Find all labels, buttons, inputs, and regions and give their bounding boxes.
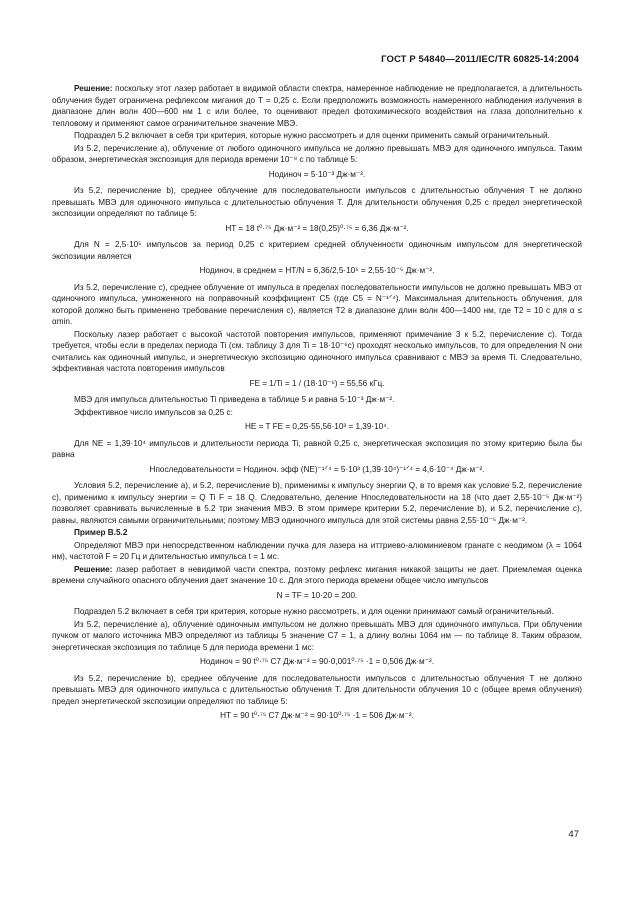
paragraph-solution-2: Решение: лазер работает в невидимой части спектра, поэтому рефлекс мигания никакой защиты не дает. Приемлемая оценка времени случайного опасного облучения дает значение 10 с. Для этого периода времени общее число импульсов xyxy=(52,564,582,585)
document-body xyxy=(52,83,582,727)
formula: Hодиноч = 90 t⁰·⁷⁵ C7 Дж·м⁻² = 90·0,001⁰·⁷⁵ ·1 = 0,506 Дж·м⁻². xyxy=(200,657,434,666)
formula: FE = 1/Ti = 1 / (18·10⁻⁶) = 55,56 кГц. xyxy=(249,378,385,388)
paragraph: МВЭ для импульса длительностью Ti приведена в таблице 5 и равна 5·10⁻³ Дж·м⁻². xyxy=(74,395,395,404)
document-header: ГОСТ Р 54840—2011/IEC/TR 60825-14:2004 xyxy=(381,54,579,65)
formula: HE = T FE = 0,25·55,56·10³ = 1,39·10⁴. xyxy=(244,422,390,431)
paragraph: Подраздел 5.2 включает в себя три критерия, которые нужно рассмотреть, и для оценки принимают самый ограничительный. xyxy=(74,607,554,616)
formula: Hпоследовательности = Hодиноч. эфф (NE)⁻¹ᐟ⁴ = 5·10³ (1,39·10⁴)⁻¹ᐟ⁴ = 4,6·10⁻⁴ Дж·м⁻². xyxy=(149,464,485,474)
paragraph: Определяют МВЭ при непосредственном наблюдении пучка для лазера на иттриево-алюминиевом гранате с неодимом (λ = 1064 нм), частотой F = 20 Гц и длительностью импульса t = 1 мс. xyxy=(52,540,582,561)
solution-label: Решение: xyxy=(74,564,113,574)
formula: HT = 18 t⁰·⁷⁵ Дж·м⁻² = 18(0,25)⁰·⁷⁵ = 6,36 Дж·м⁻². xyxy=(225,223,409,233)
formula: Hодиноч = 5·10⁻³ Дж·м⁻². xyxy=(268,169,366,179)
paragraph: Для NE = 1,39·10⁴ импульсов и длительности периода Ti, равной 0,25 с, энергетическая экспозиция по этому критерию была бы равна xyxy=(52,438,582,459)
paragraph-solution-1: Решение: поскольку этот лазер работает в видимой области спектра, намеренное наблюдение не предполагается, а длительность облучения будет ограничена рефлексом мигания до T = 0,25 с. Если предположить возможность намеренного наблюдения излучения в диапазоне длин волн 400—600 нм 1 с или более, то оценивают предел фотохимического воздействия на глаза дополнительно к тепловому и применяют самое ограничительное значение МВЭ. xyxy=(52,84,582,128)
formula: HT = 90 t⁰·⁷⁵ C7 Дж·м⁻² = 90·10⁰·⁷⁵ ·1 = 506 Дж·м⁻². xyxy=(220,711,414,720)
paragraph: Подраздел 5.2 включает в себя три критерия, которые нужно рассмотреть и для оценки применить самый ограничительный. xyxy=(74,131,550,140)
paragraph: Из 5.2, перечисление b), среднее облучение для последовательности импульсов с длительностью облучения T не должно превышать МВЭ для одиночного импульса с длительностью облучения T. Для длительности облучения 0,25 с предел энергетической экспозиции определяют по таблице 5: xyxy=(52,186,582,218)
paragraph: Из 5.2, перечисление b), среднее облучение для последовательности импульсов с длительностью облучения T не должно превышать МВЭ для одиночного импульса с длительностью облучения T. Для длительности облучения 10 с (общее время облучения) предел энергетической экспозиции определяют по таблице 5: xyxy=(52,673,582,706)
paragraph: Для N = 2,5·10⁵ импульсов за период 0,25 с критерием средней облученности одиночным импульсом для энергетической экспозиции является xyxy=(52,240,582,261)
page-number: 47 xyxy=(568,829,579,840)
example-heading: Пример B.5.2 xyxy=(74,528,128,537)
paragraph: Из 5.2, перечисление c), среднее облучение от импульса в пределах последовательности импульсов не должно превышать МВЭ от одиночного импульса, умноженного на поправочный коэффициент C5 (где C5 = N⁻¹ᐟ⁴). Максимальная длительность облучения, для которой должно быть применено требование перечисления c), является T2 в диапазоне длин волн 400—1400 нм, где T2 = 10 с для α ≤ αmin. xyxy=(52,282,582,326)
paragraph: Из 5.2, перечисление a), облучение одиночным импульсом не должно превышать МВЭ для одиночного импульса. При облучении пучком от малого источника МВЭ определяют из таблицы 5 значение C7 = 1, а длину волны 1064 нм — по таблице 8. Таким образом, энергетическая экспозиция по таблице 5 для периода времени 1 мс: xyxy=(52,619,582,652)
paragraph: Условия 5.2, перечисление a), и 5.2, перечисление b), применимы к импульсу энергии Q, в то время как условие 5.2, перечисление c), применимо к импульсу энергии = Q Ti F = 18 Q. Следовательно, деление Hпоследовательности на 18 (что дает 2,55·10⁻⁵ Дж·м⁻²) позволяет сравнивать вычисленные в 5.2 три значения МВЭ. В этом примере критерии 5.2, перечисление b), и 5.2, перечисление c), равны, являются самыми ограничительными; поэтому МВЭ одиночного импульса для этой системы равна 2,55·10⁻⁵ Дж·м⁻². xyxy=(52,481,582,525)
solution-label: Решение: xyxy=(74,84,113,93)
paragraph: Эффективное число импульсов за 0,25 с: xyxy=(74,407,233,417)
formula: N = TF = 10·20 = 200. xyxy=(276,590,358,600)
paragraph: Поскольку лазер работает с высокой частотой повторения импульсов, применяют примечание 3 к 5.2, перечисление c). Тогда требуется, чтобы если в пределах периода Ti (см. таблицу 3 для Ti = 18·10⁻⁶с) проходят несколько импульсов, то для определения N они считались как одиночный импульс, и энергетическую экспозицию одиночного импульса сравнивают с МВЭ за время Ti. Следовательно, эффективная частота повторения импульсов xyxy=(52,329,582,373)
formula: Hодиноч. в среднем = HT/N = 6,36/2,5·10⁵ = 2,55·10⁻⁵ Дж·м⁻². xyxy=(199,266,435,275)
paragraph: Из 5.2, перечисление a), облучение от любого одиночного импульса не должно превышать МВЭ для одиночного импульса. Таким образом, энергетическая экспозиция для периода времени 10⁻⁸ с по таблице 5: xyxy=(52,143,582,164)
